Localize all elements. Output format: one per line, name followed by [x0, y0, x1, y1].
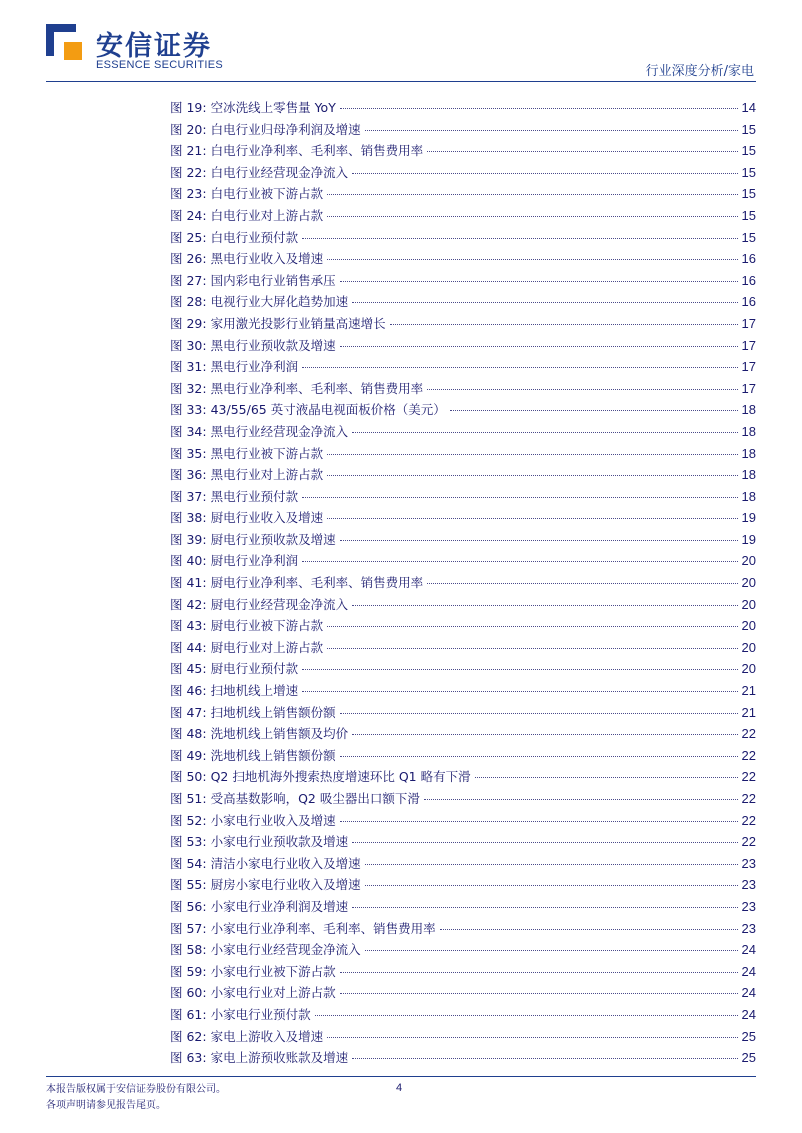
toc-entry-page: 17	[741, 337, 756, 353]
toc-entry-title: 白电行业被下游占款	[210, 186, 324, 202]
toc-entry[interactable]	[170, 940, 756, 962]
toc-entry-title: 小家电行业被下游占款	[210, 963, 336, 979]
toc-entry-page: 20	[741, 639, 756, 655]
toc-entry-label: 图 19:	[170, 100, 207, 115]
toc-dot-leader	[340, 756, 738, 757]
toc-entry-label: 图 20:	[170, 121, 207, 137]
toc-entry-label: 图 54:	[170, 855, 207, 871]
toc-entry-title: 白电行业归母净利润及增速	[210, 121, 361, 137]
toc-entry[interactable]	[170, 357, 756, 379]
toc-entry[interactable]	[170, 595, 756, 617]
toc-entry-label: 图 48:	[170, 726, 207, 742]
toc-entry[interactable]	[170, 530, 756, 552]
toc-entry-title: 清洁小家电行业收入及增速	[210, 855, 361, 871]
toc-entry-page: 25	[741, 1050, 756, 1066]
toc-entry-page: 14	[741, 100, 756, 115]
toc-entry-page: 18	[741, 488, 756, 504]
toc-dot-leader	[427, 583, 737, 584]
toc-entry-page: 22	[741, 747, 756, 763]
toc-entry-label: 图 59:	[170, 963, 207, 979]
toc-entry-title: Q2 扫地机海外搜索热度增速环比 Q1 略有下滑	[210, 769, 471, 785]
toc-dot-leader	[440, 929, 738, 930]
toc-entry-label: 图 52:	[170, 812, 207, 828]
toc-entry-label: 图 22:	[170, 164, 207, 180]
toc-entry[interactable]	[170, 141, 756, 163]
toc-entry-title: 厨电行业预付款	[210, 661, 299, 677]
toc-entry-title: 白电行业净利率、毛利率、销售费用率	[210, 143, 424, 159]
disclaimer-note: 各项声明请参见报告尾页。	[46, 1100, 166, 1111]
toc-dot-leader	[327, 648, 737, 649]
toc-entry[interactable]	[170, 422, 756, 444]
toc-entry-title: 黑电行业预收款及增速	[210, 337, 336, 353]
toc-entry-label: 图 27:	[170, 272, 207, 288]
toc-entry-title: 厨电行业收入及增速	[210, 510, 324, 526]
toc-entry[interactable]	[170, 271, 756, 293]
copyright-note: 本报告版权属于安信证券股份有限公司。	[46, 1084, 226, 1095]
toc-entry-label: 图 63:	[170, 1050, 207, 1066]
toc-entry-label: 图 50:	[170, 769, 207, 785]
toc-dot-leader	[327, 475, 737, 476]
toc-entry[interactable]	[170, 98, 756, 120]
toc-entry-label: 图 37:	[170, 488, 207, 504]
toc-entry-title: 小家电行业预付款	[210, 1006, 311, 1022]
toc-dot-leader	[352, 842, 737, 843]
toc-dot-leader	[302, 367, 737, 368]
toc-entry-page: 15	[741, 186, 756, 202]
toc-entry[interactable]	[170, 767, 756, 789]
toc-entry-title: 家电上游预收账款及增速	[210, 1050, 349, 1066]
toc-dot-leader	[352, 302, 737, 303]
toc-dot-leader	[340, 821, 738, 822]
toc-entry[interactable]	[170, 811, 756, 833]
toc-entry-title: 厨电行业被下游占款	[210, 618, 324, 634]
toc-dot-leader	[475, 777, 738, 778]
toc-entry[interactable]	[170, 551, 756, 573]
toc-entry-label: 图 44:	[170, 639, 207, 655]
toc-entry-label: 图 46:	[170, 683, 207, 699]
toc-entry-label: 图 28:	[170, 294, 207, 310]
toc-entry[interactable]	[170, 206, 756, 228]
toc-entry-page: 24	[741, 985, 756, 1001]
toc-entry-label: 图 36:	[170, 467, 207, 483]
toc-dot-leader	[340, 993, 738, 994]
brand-name-en: ESSENCE SECURITIES	[96, 59, 224, 71]
toc-entry-page: 16	[741, 251, 756, 267]
toc-entry-title: 洗地机线上销售额及均价	[210, 726, 349, 742]
toc-entry-label: 图 25:	[170, 229, 207, 245]
toc-entry-page: 23	[741, 898, 756, 914]
toc-entry-title: 白电行业预付款	[210, 229, 299, 245]
toc-entry-page: 23	[741, 920, 756, 936]
toc-entry-title: 扫地机线上销售额份额	[210, 704, 336, 720]
toc-entry-page: 17	[741, 315, 756, 331]
toc-entry-label: 图 61:	[170, 1006, 207, 1022]
toc-entry[interactable]	[170, 228, 756, 250]
header-divider	[46, 81, 756, 82]
toc-entry-page: 21	[741, 704, 756, 720]
toc-entry-title: 厨电行业净利润	[210, 553, 299, 569]
toc-entry-page: 20	[741, 661, 756, 677]
toc-entry-label: 图 30:	[170, 337, 207, 353]
toc-entry[interactable]	[170, 659, 756, 681]
toc-dot-leader	[427, 389, 737, 390]
toc-dot-leader	[302, 497, 737, 498]
toc-entry-page: 18	[741, 467, 756, 483]
toc-entry[interactable]	[170, 854, 756, 876]
toc-entry-page: 19	[741, 510, 756, 526]
toc-entry-title: 小家电行业对上游占款	[210, 985, 336, 1001]
toc-entry[interactable]	[170, 508, 756, 530]
toc-entry[interactable]	[170, 1027, 756, 1049]
toc-entry-page: 15	[741, 207, 756, 223]
toc-entry-title: 43/55/65 英寸液晶电视面板价格（美元）	[210, 402, 446, 418]
toc-entry-title: 厨房小家电行业收入及增速	[210, 877, 361, 893]
toc-entry-label: 图 51:	[170, 791, 207, 806]
toc-entry-label: 图 53:	[170, 834, 207, 850]
toc-entry-label: 图 56:	[170, 898, 207, 914]
toc-entry[interactable]	[170, 875, 756, 897]
toc-entry-title: 黑电行业收入及增速	[210, 251, 324, 267]
toc-entry[interactable]	[170, 314, 756, 336]
toc-entry-title: 白电行业对上游占款	[210, 207, 324, 223]
toc-entry-label: 图 45:	[170, 661, 207, 677]
toc-entry-label: 图 35:	[170, 445, 207, 461]
toc-entry[interactable]	[170, 703, 756, 725]
toc-dot-leader	[340, 108, 738, 109]
brand-name-cn: 安信证券	[96, 31, 212, 62]
toc-entry[interactable]	[170, 573, 756, 595]
toc-entry[interactable]	[170, 1005, 756, 1027]
toc-dot-leader	[302, 238, 737, 239]
toc-entry-title: 小家电行业净利率、毛利率、销售费用率	[210, 920, 436, 936]
toc-entry-title: 厨电行业对上游占款	[210, 639, 324, 655]
toc-entry-page: 24	[741, 1006, 756, 1022]
toc-entry[interactable]	[170, 184, 756, 206]
toc-entry-page: 19	[741, 531, 756, 547]
toc-entry-title: 家电上游收入及增速	[210, 1028, 324, 1044]
toc-entry-label: 图 42:	[170, 596, 207, 612]
toc-dot-leader	[340, 540, 738, 541]
toc-entry[interactable]	[170, 400, 756, 422]
toc-entry-label: 图 26:	[170, 251, 207, 267]
toc-entry[interactable]	[170, 724, 756, 746]
toc-entry-title: 扫地机线上增速	[210, 683, 299, 699]
toc-entry-page: 20	[741, 553, 756, 569]
brand-logo-icon	[46, 24, 86, 64]
toc-dot-leader	[427, 151, 737, 152]
toc-entry[interactable]	[170, 163, 756, 185]
toc-entry-label: 图 34:	[170, 423, 207, 439]
toc-dot-leader	[352, 734, 737, 735]
toc-entry-page: 20	[741, 575, 756, 591]
footer-divider	[46, 1076, 756, 1077]
toc-entry-label: 图 58:	[170, 942, 207, 958]
toc-dot-leader	[352, 605, 737, 606]
toc-entry-page: 22	[741, 769, 756, 785]
toc-entry-label: 图 33:	[170, 402, 207, 418]
toc-dot-leader	[302, 561, 737, 562]
toc-entry-page: 15	[741, 121, 756, 137]
figure-list	[170, 98, 756, 1070]
toc-dot-leader	[327, 259, 737, 260]
toc-entry[interactable]	[170, 681, 756, 703]
toc-entry-title: 黑电行业经营现金净流入	[210, 423, 349, 439]
toc-dot-leader	[352, 1058, 737, 1059]
toc-entry-label: 图 40:	[170, 553, 207, 569]
toc-entry[interactable]	[170, 638, 756, 660]
toc-entry-page: 23	[741, 877, 756, 893]
toc-entry-label: 图 47:	[170, 704, 207, 720]
toc-entry-title: 黑电行业净利率、毛利率、销售费用率	[210, 380, 424, 396]
toc-entry-label: 图 60:	[170, 985, 207, 1001]
toc-dot-leader	[340, 972, 738, 973]
toc-dot-leader	[340, 713, 738, 714]
toc-dot-leader	[327, 1037, 737, 1038]
toc-entry[interactable]	[170, 379, 756, 401]
toc-dot-leader	[352, 432, 737, 433]
toc-dot-leader	[302, 669, 737, 670]
toc-dot-leader	[365, 950, 738, 951]
toc-dot-leader	[340, 346, 738, 347]
toc-entry-page: 25	[741, 1028, 756, 1044]
toc-entry-title: 小家电行业收入及增速	[210, 812, 336, 828]
toc-entry[interactable]	[170, 465, 756, 487]
toc-dot-leader	[365, 885, 738, 886]
toc-entry-label: 图 55:	[170, 877, 207, 893]
toc-dot-leader	[327, 454, 737, 455]
toc-entry-title: 小家电行业净利润及增速	[210, 898, 349, 914]
toc-dot-leader	[302, 691, 737, 692]
toc-entry-label: 图 23:	[170, 186, 207, 202]
toc-entry-page: 24	[741, 942, 756, 958]
toc-entry-label: 图 31:	[170, 359, 207, 375]
toc-entry-title: 厨电行业经营现金净流入	[210, 596, 349, 612]
toc-entry-page: 20	[741, 618, 756, 634]
toc-entry-title: 白电行业经营现金净流入	[210, 164, 349, 180]
toc-entry[interactable]	[170, 983, 756, 1005]
toc-entry-page: 21	[741, 683, 756, 699]
toc-entry-page: 16	[741, 294, 756, 310]
toc-entry-page: 18	[741, 402, 756, 418]
toc-entry[interactable]	[170, 487, 756, 509]
toc-entry-page: 23	[741, 855, 756, 871]
toc-entry-title: 黑电行业对上游占款	[210, 467, 324, 483]
toc-entry[interactable]	[170, 444, 756, 466]
toc-entry-title: 受高基数影响，Q2 吸尘器出口额下滑	[210, 791, 420, 806]
toc-dot-leader	[352, 907, 737, 908]
toc-dot-leader	[340, 281, 738, 282]
toc-entry[interactable]	[170, 897, 756, 919]
toc-entry[interactable]	[170, 1048, 756, 1070]
toc-entry[interactable]	[170, 616, 756, 638]
toc-entry-page: 15	[741, 143, 756, 159]
toc-entry-page: 16	[741, 272, 756, 288]
toc-entry-title: 黑电行业净利润	[210, 359, 299, 375]
toc-entry-label: 图 43:	[170, 618, 207, 634]
toc-entry-page: 22	[741, 726, 756, 742]
toc-dot-leader	[424, 799, 738, 800]
toc-dot-leader	[327, 216, 737, 217]
page-number: 4	[396, 1082, 403, 1094]
toc-entry-title: 黑电行业被下游占款	[210, 445, 324, 461]
toc-dot-leader	[352, 173, 737, 174]
toc-entry-title: 电视行业大屏化趋势加速	[210, 294, 349, 310]
toc-entry[interactable]	[170, 249, 756, 271]
toc-entry-title: 空冰洗线上零售量 YoY	[210, 100, 336, 115]
toc-entry-label: 图 29:	[170, 315, 207, 331]
toc-entry-label: 图 49:	[170, 747, 207, 763]
toc-entry-page: 22	[741, 791, 756, 806]
toc-entry-label: 图 62:	[170, 1028, 207, 1044]
toc-dot-leader	[327, 518, 737, 519]
toc-entry-label: 图 38:	[170, 510, 207, 526]
toc-entry-page: 18	[741, 445, 756, 461]
toc-entry-label: 图 57:	[170, 920, 207, 936]
toc-entry-label: 图 21:	[170, 143, 207, 159]
toc-dot-leader	[315, 1015, 738, 1016]
toc-entry-page: 20	[741, 596, 756, 612]
toc-entry[interactable]	[170, 292, 756, 314]
toc-entry-page: 24	[741, 963, 756, 979]
toc-entry[interactable]	[170, 746, 756, 768]
toc-entry[interactable]	[170, 962, 756, 984]
toc-entry-label: 图 24:	[170, 207, 207, 223]
toc-entry-title: 小家电行业预收款及增速	[210, 834, 349, 850]
toc-dot-leader	[450, 410, 738, 411]
toc-dot-leader	[327, 626, 737, 627]
toc-entry-page: 17	[741, 359, 756, 375]
toc-entry-label: 图 39:	[170, 531, 207, 547]
toc-entry-page: 17	[741, 380, 756, 396]
toc-entry[interactable]	[170, 336, 756, 358]
toc-entry-page: 22	[741, 812, 756, 828]
toc-entry-title: 小家电行业经营现金净流入	[210, 942, 361, 958]
toc-entry-title: 国内彩电行业销售承压	[210, 272, 336, 288]
toc-dot-leader	[390, 324, 738, 325]
toc-entry-page: 15	[741, 164, 756, 180]
toc-dot-leader	[327, 194, 737, 195]
toc-entry-title: 黑电行业预付款	[210, 488, 299, 504]
toc-entry-label: 图 41:	[170, 575, 207, 591]
toc-dot-leader	[365, 130, 738, 131]
toc-entry-page: 18	[741, 423, 756, 439]
report-category: 行业深度分析/家电	[645, 64, 754, 79]
toc-entry-label: 图 32:	[170, 380, 207, 396]
toc-entry[interactable]	[170, 789, 756, 811]
toc-entry[interactable]	[170, 120, 756, 142]
toc-entry-page: 15	[741, 229, 756, 245]
toc-entry-title: 洗地机线上销售额份额	[210, 747, 336, 763]
toc-entry[interactable]	[170, 832, 756, 854]
toc-entry[interactable]	[170, 919, 756, 941]
toc-entry-title: 厨电行业净利率、毛利率、销售费用率	[210, 575, 424, 591]
toc-dot-leader	[365, 864, 738, 865]
toc-entry-title: 厨电行业预收款及增速	[210, 531, 336, 547]
toc-entry-page: 22	[741, 834, 756, 850]
toc-entry-title: 家用激光投影行业销量高速增长	[210, 315, 386, 331]
